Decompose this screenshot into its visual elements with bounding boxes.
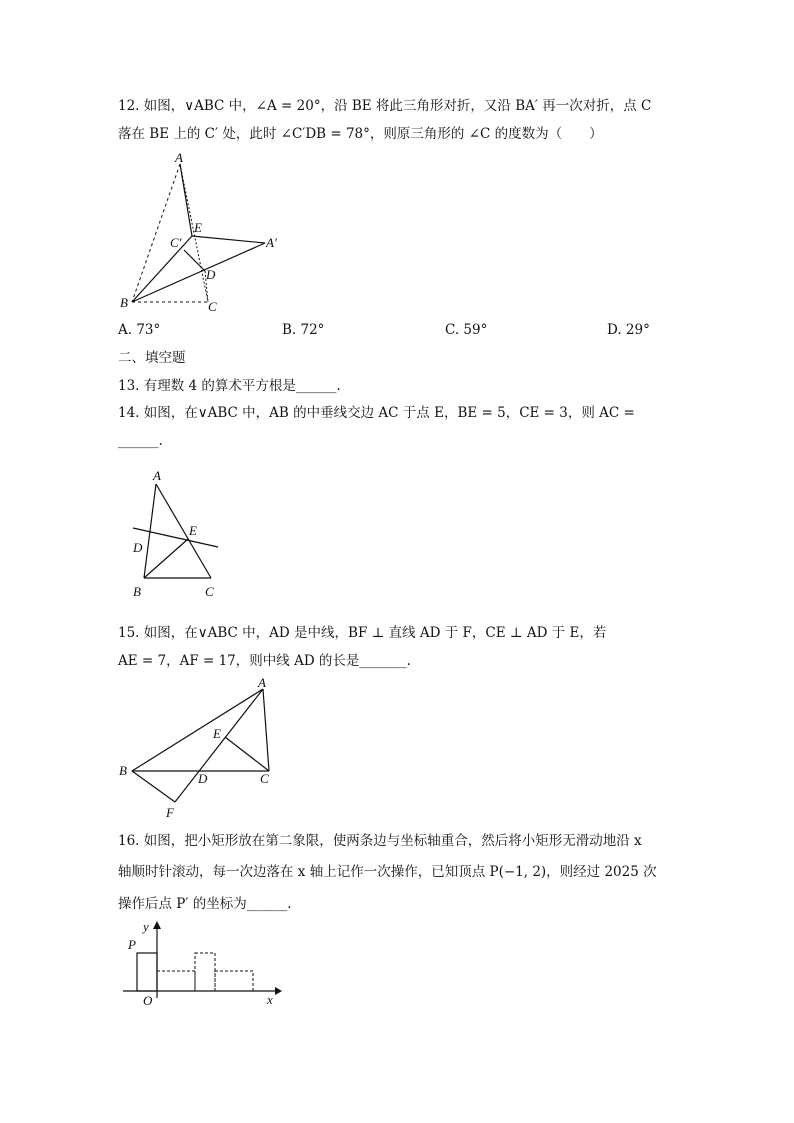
q12-label-aprime: A′: [266, 235, 277, 250]
q15-label-b: B: [119, 763, 127, 778]
q14-side-ac: [156, 484, 211, 578]
q12-line-ba: [132, 243, 265, 302]
q14-label-a: A: [153, 468, 161, 483]
q12-text-line2: 落在 BE 上的 C′ 处，此时 ∠C′DB = 78°，则原三角形的 ∠C 的度数为（ ）: [118, 126, 603, 142]
q12-label-b: B: [120, 295, 128, 310]
q12-label-a: A: [175, 150, 183, 165]
q16-text-line1: 16. 如图，把小矩形放在第二象限，使两条边与坐标轴重合，然后将小矩形无滑动地沿 x: [118, 833, 642, 849]
q16-text-line2: 轴顺时针滚动，每一次边落在 x 轴上记作一次操作，已知顶点 P(−1, 2)，则经过 2025 次: [118, 864, 657, 880]
q14-label-e: E: [189, 523, 197, 538]
q12-label-c: C: [208, 299, 217, 314]
q16-text-line3: 操作后点 P′ 的坐标为______.: [118, 896, 292, 912]
q15-figure: [115, 675, 285, 823]
q16-initial-rectangle: [137, 953, 157, 991]
q14-line-be: [144, 539, 188, 578]
q12-option-a[interactable]: A. 73°: [118, 322, 161, 338]
q15-label-d: D: [198, 771, 208, 786]
q14-label-d: D: [133, 540, 143, 555]
q12-label-e: E: [194, 220, 202, 235]
q12-dashed-ab: [132, 164, 180, 302]
q14-text-line2: ______.: [118, 433, 163, 449]
q12-line-ea: [192, 236, 265, 243]
q15-text-line1: 15. 如图，在∨ABC 中，AD 是中线，BF ⊥ 直线 AD 于 F，CE ⊥ AD 于 E，若: [118, 625, 607, 641]
q16-label-y: y: [143, 919, 149, 934]
q14-label-b: B: [133, 584, 141, 599]
q16-rolled-rectangle-2: [195, 953, 215, 991]
q12-line-cd: [184, 250, 205, 271]
q12-line-ae: [180, 164, 192, 236]
q12-option-b[interactable]: B. 72°: [282, 322, 325, 338]
q13-text: 13. 有理数 4 的算术平方根是______.: [118, 378, 341, 394]
q14-text-line1: 14. 如图，在∨ABC 中，AB 的中垂线交边 AC 于点 E，BE = 5，CE = 3，则 AC =: [118, 405, 635, 421]
q16-figure: [115, 918, 290, 1008]
q12-option-c[interactable]: C. 59°: [445, 322, 488, 338]
q16-label-p: P: [128, 937, 136, 952]
q12-label-cprime: C′: [170, 235, 182, 250]
q15-side-ac: [263, 689, 269, 771]
q16-y-axis-arrow: [153, 921, 161, 929]
q15-label-f: F: [166, 805, 174, 820]
q15-side-ab: [132, 689, 263, 771]
section-fill-in-heading: 二、填空题: [118, 350, 186, 366]
q16-label-o: O: [143, 993, 153, 1008]
q14-perp-bisector: [133, 528, 218, 547]
q14-label-c: C: [205, 584, 214, 599]
q16-rolled-rectangle-3: [215, 971, 253, 991]
q15-text-line2: AE = 7，AF = 17，则中线 AD 的长是_______.: [118, 653, 411, 669]
q16-label-x: x: [267, 992, 273, 1007]
q14-figure: [125, 468, 225, 600]
q15-label-c: C: [260, 771, 269, 786]
q12-text-line1: 12. 如图，∨ABC 中，∠A = 20°，沿 BE 将此三角形对折，又沿 BA′ 再一次对折，点 C: [118, 98, 652, 114]
q12-figure: [110, 150, 310, 315]
q15-label-a: A: [258, 675, 266, 690]
q12-label-d: D: [206, 267, 216, 282]
q16-rolled-rectangle-1: [157, 971, 195, 991]
q12-line-be: [132, 236, 192, 302]
q15-label-e: E: [213, 726, 221, 741]
q16-x-axis-arrow: [275, 987, 282, 995]
q15-line-af: [175, 689, 263, 802]
q15-line-bf: [132, 771, 175, 802]
q12-option-d[interactable]: D. 29°: [607, 322, 650, 338]
q15-line-ce: [225, 737, 269, 771]
